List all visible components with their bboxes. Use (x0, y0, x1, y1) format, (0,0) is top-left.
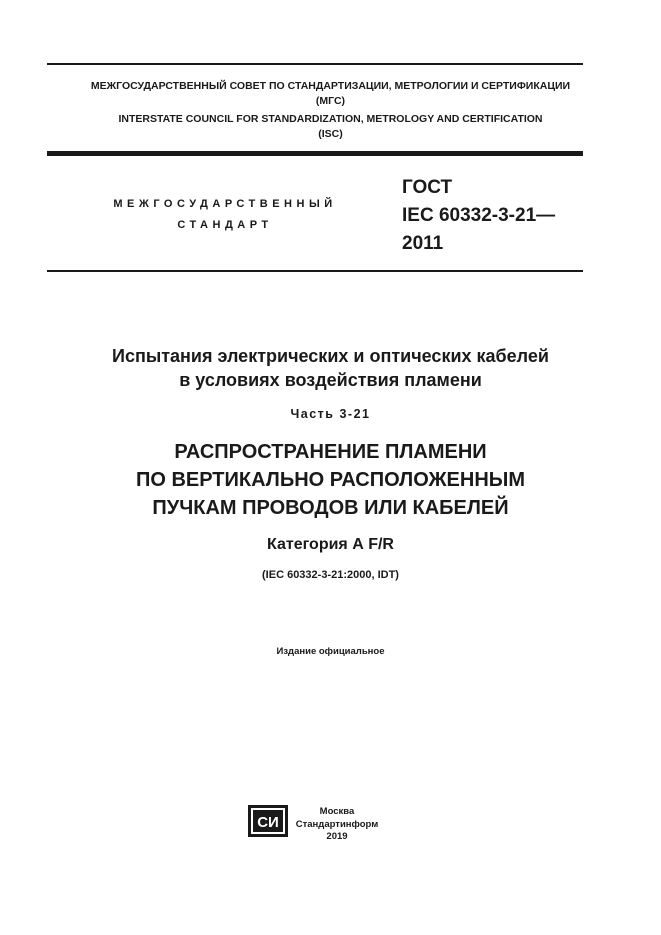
publisher-name: Стандартинформ (295, 818, 379, 830)
council-ru-line1: МЕЖГОСУДАРСТВЕННЫЙ СОВЕТ ПО СТАНДАРТИЗАЦИИ, МЕТРОЛОГИИ И СЕРТИФИКАЦИИ (90, 80, 571, 92)
publisher-year: 2019 (326, 831, 348, 842)
title-line2: в условиях воздействия пламени (179, 370, 482, 390)
top-rule (47, 63, 583, 65)
header-rule (47, 151, 583, 156)
part-number: Часть 3-21 (290, 407, 371, 421)
title-upper-line3: ПУЧКАМ ПРОВОДОВ ИЛИ КАБЕЛЕЙ (152, 497, 509, 519)
title-upper-line2: ПО ВЕРТИКАЛЬНО РАСПОЛОЖЕННЫМ (135, 469, 526, 491)
standard-rule (47, 270, 583, 272)
gost-code-line2: IEC 60332-3-21— (402, 205, 556, 226)
publisher-city: Москва (319, 806, 355, 817)
standartinform-logo-icon (248, 805, 288, 837)
publisher-block (292, 806, 382, 844)
logo-text: СИ (257, 814, 279, 831)
gost-code-line1: ГОСТ (402, 177, 453, 198)
title-upper-line1: РАСПРОСТРАНЕНИЕ ПЛАМЕНИ (174, 441, 487, 463)
council-ru-line2: (МГС) (315, 95, 346, 107)
category: Категория А F/R (267, 536, 394, 553)
standard-kind-line2: СТАНДАРТ (177, 219, 273, 231)
gost-code-line3: 2011 (402, 233, 444, 254)
council-en-line2: (ISC) (318, 128, 343, 140)
standard-kind-line1: МЕЖГОСУДАРСТВЕННЫЙ (113, 198, 337, 210)
gost-code (402, 174, 555, 258)
edition-label: Издание официальное (276, 646, 385, 657)
council-en-line1: INTERSTATE COUNCIL FOR STANDARDIZATION, METROLOGY AND CERTIFICATION (118, 113, 543, 125)
title-line1: Испытания электрических и оптических кабелей (112, 346, 549, 366)
idt-reference: (IEC 60332-3-21:2000, IDT) (262, 569, 399, 581)
